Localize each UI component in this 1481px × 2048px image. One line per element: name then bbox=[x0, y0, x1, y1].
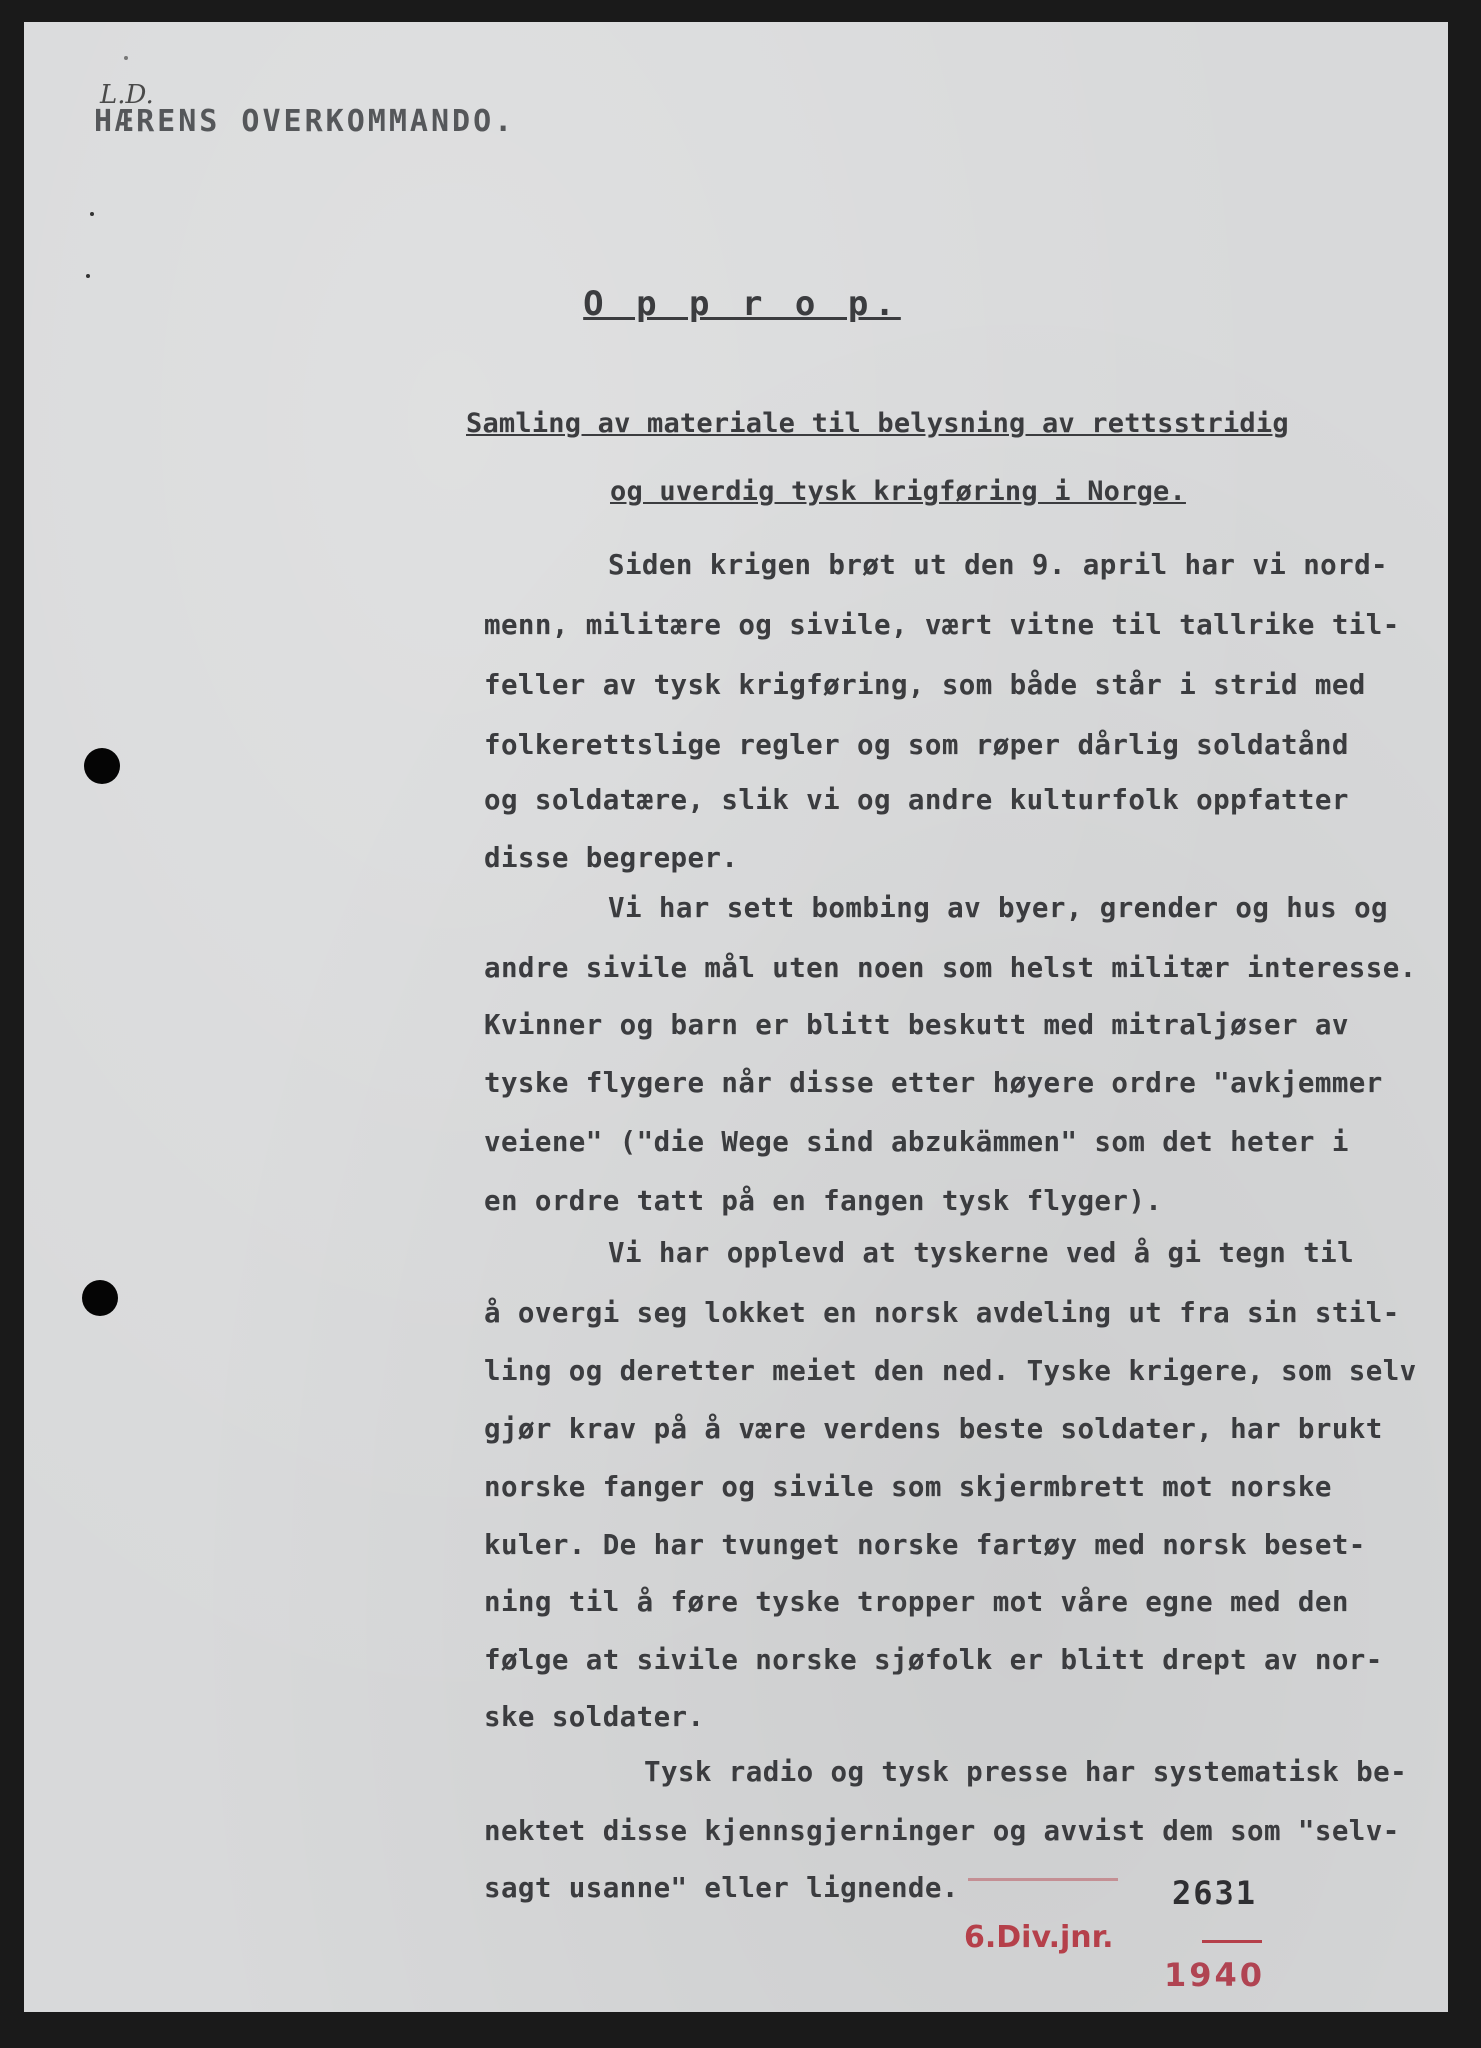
body-line: veiene" ("die Wege sind abzukämmen" som det heter i bbox=[484, 1126, 1349, 1158]
journal-number: 2631 bbox=[1172, 1874, 1258, 1912]
margin-mark bbox=[124, 56, 128, 60]
body-line: Vi har opplevd at tyskerne ved å gi tegn til bbox=[608, 1237, 1355, 1269]
body-line: en ordre tatt på en fangen tysk flyger). bbox=[484, 1185, 1163, 1217]
body-line: Siden krigen brøt ut den 9. april har vi nord- bbox=[608, 549, 1388, 581]
stamp-dash bbox=[1202, 1940, 1262, 1943]
body-line: Vi har sett bombing av byer, grender og hus og bbox=[608, 892, 1388, 924]
handwritten-initials: L.D. bbox=[100, 80, 154, 110]
body-line: ske soldater. bbox=[484, 1701, 705, 1733]
document-title: O p p r o p. bbox=[583, 284, 901, 324]
journal-year: 1940 bbox=[1164, 1956, 1266, 1994]
body-line: å overgi seg lokket en norsk avdeling ut fra sin stil- bbox=[484, 1297, 1400, 1329]
body-line: følge at sivile norske sjøfolk er blitt drept av nor- bbox=[484, 1644, 1383, 1676]
document-page bbox=[24, 22, 1448, 2012]
body-line: kuler. De har tvunget norske fartøy med norsk beset- bbox=[484, 1529, 1366, 1561]
body-line: folkerettslige regler og som røper dårlig soldatånd bbox=[484, 729, 1349, 761]
body-line: tyske flygere når disse etter høyere ordre "avkjemmer bbox=[484, 1067, 1383, 1099]
body-line: ning til å føre tyske tropper mot våre egne med den bbox=[484, 1586, 1349, 1618]
body-line: andre sivile mål uten noen som helst militær interesse. bbox=[484, 952, 1417, 984]
body-line: gjør krav på å være verdens beste soldater, har brukt bbox=[484, 1413, 1383, 1445]
stamp-smudge bbox=[968, 1878, 1118, 1881]
margin-mark bbox=[86, 274, 90, 278]
body-line: sagt usanne" eller lignende. bbox=[484, 1872, 959, 1904]
body-line: nektet disse kjennsgjerninger og avvist dem som "selv- bbox=[484, 1815, 1400, 1847]
subtitle-line-2: og uverdig tysk krigføring i Norge. bbox=[610, 476, 1186, 507]
body-line: og soldatære, slik vi og andre kulturfolk oppfatter bbox=[484, 784, 1349, 816]
body-line: norske fanger og sivile som skjermbrett mot norske bbox=[484, 1471, 1332, 1503]
body-line: Kvinner og barn er blitt beskutt med mitraljøser av bbox=[484, 1009, 1349, 1041]
margin-mark bbox=[90, 212, 94, 216]
body-line: menn, militære og sivile, vært vitne til tallrike til- bbox=[484, 609, 1400, 641]
subtitle-line-1: Samling av materiale til belysning av rettsstridig bbox=[466, 408, 1289, 439]
body-line: disse begreper. bbox=[484, 842, 739, 874]
punch-hole bbox=[84, 748, 120, 784]
office-header: HÆRENS OVERKOMMANDO. bbox=[94, 104, 516, 139]
body-line: ling og deretter meiet den ned. Tyske krigere, som selv bbox=[484, 1355, 1417, 1387]
body-line: feller av tysk krigføring, som både står i strid med bbox=[484, 669, 1366, 701]
body-line: Tysk radio og tysk presse har systematisk be- bbox=[644, 1756, 1408, 1788]
punch-hole bbox=[82, 1280, 118, 1316]
journal-stamp-label: 6.Div.jnr. bbox=[964, 1920, 1114, 1955]
